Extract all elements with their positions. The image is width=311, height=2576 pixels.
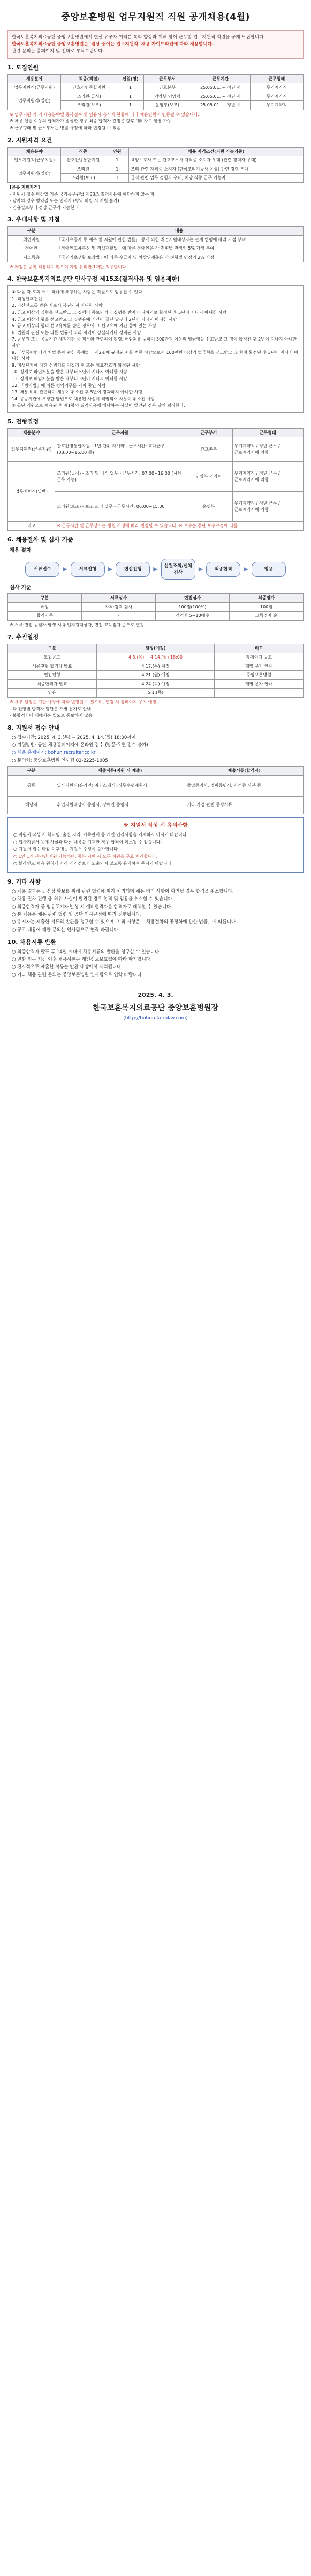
- table-row: [8, 253, 304, 262]
- table-row: [8, 653, 304, 662]
- table-row: [8, 92, 304, 101]
- table-cell: 업무지원직(일반): [8, 92, 61, 110]
- table-cell: 무기계약직 / 정년 근무 / 근로계약서에 의함: [232, 437, 304, 462]
- table-header: 구분: [8, 594, 82, 603]
- table-cell: 해당자: [8, 796, 55, 814]
- table-row: [8, 165, 304, 174]
- list-item: 12. 「병역법」에 따른 병역의무를 기피 중인 사람: [12, 383, 106, 388]
- table-row: [8, 775, 304, 796]
- table-row: [8, 235, 304, 244]
- disqualification-box: [7, 285, 304, 413]
- note-text: - 임용일로부터 정상 근무가 가능한 자: [10, 205, 80, 210]
- list-item: 1. 피성년후견인: [12, 296, 42, 301]
- section-heading-10: 10. 채용서류 반환: [7, 938, 56, 946]
- table-row: [8, 156, 304, 165]
- recruit-count-table: [7, 74, 304, 110]
- section-heading-2: 2. 지원자격 요건: [7, 136, 52, 144]
- list-item: 4. 금고 이상의 형을 선고받고 그 집행유예 기간이 끝난 날부터 2년이 지나지 아니한 사람: [12, 316, 177, 322]
- table-header: 제출서류(합격자): [185, 766, 304, 775]
- table-cell: 25.05.01. ~ 정년 시: [191, 92, 250, 101]
- list-item: ○ 전자적으로 제출한 서류는 반환 대상에서 제외됩니다.: [12, 964, 123, 970]
- section-heading-1: 1. 모집인원: [7, 64, 39, 71]
- note-text: ※ 채용 인원 이상의 합격자가 발생한 경우 최종 합격자 결정은 향후 예비자로 활용 가능: [10, 119, 172, 124]
- table-cell: 조리원(급식) - 조리 및 배식 업무 - 근무시간: 07:00~16:00 (시차 근무 가능): [55, 462, 185, 492]
- table-cell: 취업지원대상자 증명서, 장애인 증명서: [55, 796, 185, 814]
- table-cell: ※ 근무시간 및 근무장소는 병원 사정에 따라 변경될 수 있습니다. ※ 보수는 공단 보수규정에 따름: [55, 522, 304, 531]
- page-title: 중앙보훈병원 업무지원직 직원 공개채용(4월): [61, 12, 250, 22]
- table-header: 근무부서: [143, 74, 191, 83]
- table-row: [8, 244, 304, 253]
- table-cell: 조리 관련 자격증 소지자 (한식조리기능사 이상) 관련 경력 우대: [129, 165, 304, 174]
- section-heading-3: 3. 우대사항 및 가점: [7, 216, 60, 223]
- table-row: [8, 462, 304, 492]
- list-item: ○ 응시자는 제출한 서류의 반환을 청구할 수 있으며 그 외 사항은 「채용절차의 공정화에 관한 법률」에 따릅니다.: [12, 919, 237, 925]
- table-cell: 업무지원직(근무지원): [8, 83, 61, 92]
- table-cell: 업무지원직(근무지원): [8, 437, 55, 462]
- table-row: [8, 679, 304, 689]
- list-item: ○ 지원방법: 공단 채용홈페이지에 온라인 접수 (방문·우편 접수 불가): [12, 742, 148, 748]
- link-text[interactable]: ○ 채용 홈페이지: bohun.recruiter.co.kr: [12, 750, 96, 756]
- arrow-right-icon: ▶: [108, 566, 113, 573]
- intro-box: [7, 30, 304, 59]
- list-item: ○ 문의처: 중앙보훈병원 인사팀 02-2225-1005: [12, 757, 108, 763]
- notice-box: [7, 817, 304, 873]
- preference-table: [7, 226, 304, 262]
- section-heading-9: 9. 기타 사항: [7, 878, 41, 886]
- table-row: [8, 796, 304, 814]
- list-item: ○ 최종합격자 중 임용포기자 발생 시 예비합격자를 합격자로 대체할 수 있습니다.: [12, 904, 172, 910]
- qualification-table: [7, 147, 304, 183]
- table-row: [8, 602, 304, 612]
- list-item: 5. 금고 이상의 형의 선고유예를 받은 경우에 그 선고유예 기간 중에 있는 사람: [12, 323, 156, 329]
- notice-date: 2025. 4. 3.: [138, 992, 173, 999]
- flow-step: 신원조회/신체검사: [161, 559, 195, 581]
- table-header: 최종평가: [230, 594, 304, 603]
- section-heading-4: 4. 한국보훈복지의료공단 인사규정 제15조(결격사유 및 임용제한): [7, 275, 180, 283]
- table-cell: 영양부 영양팀: [185, 462, 232, 492]
- table-cell: 25.05.01. ~ 정년 시: [191, 101, 250, 110]
- table-cell: 업무지원직(일반): [8, 165, 61, 182]
- table-cell: 개별 문자 안내: [215, 662, 304, 671]
- list-item: ○ 공고 내용에 대한 문의는 인사팀으로 연락 바랍니다.: [12, 927, 120, 933]
- section-heading-5: 5. 전형일정: [7, 417, 39, 425]
- arrow-right-icon: ▶: [63, 566, 67, 573]
- table-header: 채용분야: [8, 428, 55, 437]
- note-text: ※ 서류·면접 동점자 발생 시 취업지원대상자, 면접 고득점자 순으로 결정: [10, 622, 145, 628]
- table-header: 근무형태: [250, 74, 303, 83]
- table-header: 비고: [215, 644, 304, 653]
- table-cell: 홈페이지 공고: [215, 653, 304, 662]
- table-cell: 1: [117, 83, 144, 92]
- table-header: 근무부서: [185, 428, 232, 437]
- table-cell: 장애인: [8, 244, 55, 253]
- table-header: 직종: [61, 147, 105, 156]
- table-cell: 「국가유공자 등 예우 및 지원에 관한 법률」 등에 의한 취업지원대상자는 관계 법령에 따라 가점 부여: [55, 235, 304, 244]
- list-item: 14. 공공기관에 부정한 방법으로 채용된 사실이 적발되어 채용이 취소된 사람: [12, 396, 155, 401]
- recruit-notes: [10, 112, 304, 131]
- list-item: ② 공단 직원으로 채용된 후 제1항의 결격사유에 해당하는 사실이 발견된 경우 당연 퇴직한다.: [12, 403, 185, 408]
- schedule-notes: [10, 699, 304, 719]
- arrow-right-icon: ▶: [198, 566, 203, 573]
- list-item: 9. 미성년자에 대한 성범죄를 저질러 형 또는 치료감호가 확정된 사람: [12, 362, 140, 368]
- common-qualification-label: [공통 지원자격]: [10, 184, 40, 190]
- preference-notes: [10, 264, 304, 270]
- schedule-table: [7, 644, 304, 698]
- table-cell: 합격기준: [8, 612, 82, 621]
- table-cell: 취업지원: [8, 235, 55, 244]
- organization-name: 한국보훈복지의료공단 중앙보훈병원장: [93, 1003, 218, 1012]
- table-cell: 100점(100%): [156, 602, 230, 612]
- table-cell: 조리원(보조) - 보조 조리 업무 - 근무시간: 06:00~15:00: [55, 492, 185, 522]
- table-cell: 저소득층: [8, 253, 55, 262]
- table-header: 면접심사: [156, 594, 230, 603]
- list-item: ① 다음 각 호의 어느 하나에 해당하는 사람은 직원으로 임용될 수 없다.: [12, 290, 144, 295]
- table-header: 근무형태: [232, 428, 304, 437]
- list-item: ○ 접수기간: 2025. 4. 3.(목) ~ 2025. 4. 14.(월) 18:00까지: [12, 734, 136, 740]
- table-cell: 최종합격자 발표: [8, 679, 97, 689]
- table-header: 서류심사: [82, 594, 156, 603]
- application-info: [7, 734, 304, 764]
- table-cell: 무기계약직: [250, 83, 303, 92]
- table-cell: 임용: [8, 689, 97, 698]
- table-cell: 요양보호사 또는 간호조무사 자격증 소지자 우대 (관련 경력자 우대): [129, 156, 304, 165]
- table-cell: 급식 관련 업무 경험자 우대, 해당 직종 근무 가능자: [129, 174, 304, 183]
- table-cell: 4.21.(월) 예정: [96, 671, 215, 680]
- table-cell: 조리원(보조): [61, 101, 117, 110]
- flow-label: 채용 절차: [10, 547, 32, 553]
- table-cell: 무기계약직 / 정년 근무 / 근로계약서에 의함: [232, 492, 304, 522]
- table-cell: 간호본부: [185, 437, 232, 462]
- note-text: - 불합격자에 대해서는 별도로 통보하지 않음: [10, 713, 93, 718]
- table-row: [8, 689, 304, 698]
- table-cell: 서류전형 합격자 발표: [8, 662, 97, 671]
- table-cell: 무기계약직: [250, 101, 303, 110]
- return-list: [7, 949, 304, 978]
- criteria-notes: [10, 622, 304, 629]
- intro-text-1: 한국보훈복지의료공단 중앙보훈병원에서 헌신 유공자 여러분 복리 향상과 위해 함께 근무할 업무지원직 직원을 공개 모집합니다.: [12, 34, 266, 40]
- list-item: ○ 본 채용은 채용 관련 법령 및 공단 인사규정에 따라 진행됩니다.: [12, 911, 142, 917]
- table-cell: 중앙보훈병원: [215, 671, 304, 680]
- table-row: [8, 437, 304, 462]
- list-item: ○ 1인 1개 분야만 지원 가능하며, 중복 지원 시 모든 지원을 무효 처리합니다.: [13, 854, 158, 859]
- table-cell: 적격자 5~10배수: [156, 612, 230, 621]
- list-item: 6. 법원의 판결 또는 다른 법률에 따라 자격이 상실되거나 정지된 사람: [12, 330, 141, 335]
- table-row: [8, 83, 304, 92]
- table-row: [8, 612, 304, 621]
- list-item: ○ 기타 채용 관련 문의는 중앙보훈병원 인사팀으로 연락 바랍니다.: [12, 972, 143, 978]
- arrow-right-icon: ▶: [153, 566, 158, 573]
- list-item: ○ 지원서 작성 시 학교명, 출신 지역, 가족관계 등 개인 인적사항을 기재하지 마시기 바랍니다.: [13, 832, 188, 838]
- table-cell: 공통: [8, 775, 55, 796]
- intro-text-2: 한국보훈복지의료공단 중앙보훈병원은 '임상 중이는 업무지원직' 채용 가이드라인에 따라 채용합니다.: [12, 41, 214, 47]
- section-heading-7: 7. 추진일정: [7, 633, 39, 641]
- table-row: [8, 522, 304, 531]
- table-cell: 4.24.(목) 예정: [96, 679, 215, 689]
- list-item: ○ 채용 절차 진행 중 허위 사실이 발견된 경우 합격 및 임용을 취소할 수 있습니다.: [12, 896, 174, 902]
- list-item: 10. 징계로 파면처분을 받은 때부터 5년이 지나지 아니한 사람: [12, 369, 127, 375]
- table-header: 구분: [8, 766, 55, 775]
- table-cell: 개별 문자 안내: [215, 679, 304, 689]
- section-heading-8: 8. 지원서 접수 안내: [7, 724, 60, 731]
- list-item: ○ 최종합격자 발표 후 14일 이내에 채용서류의 반환을 청구할 수 있습니다.: [12, 949, 161, 955]
- table-cell: 1: [105, 174, 129, 183]
- table-cell: 100점: [230, 602, 304, 612]
- common-qualification: [10, 184, 304, 211]
- table-cell: 운영부(보조): [143, 101, 191, 110]
- table-cell: 1: [105, 165, 129, 174]
- table-cell: 1: [105, 156, 129, 165]
- process-flow: [7, 559, 304, 581]
- table-cell: 졸업증명서, 경력증명서, 자격증 사본 등: [185, 775, 304, 796]
- table-cell: 운영부: [185, 492, 232, 522]
- flow-step: 임용: [252, 562, 286, 577]
- etc-list: [7, 888, 304, 933]
- note-text: - 남자의 경우 병역필 또는 면제자 (병역 미필 시 지원 불가): [10, 198, 119, 204]
- flow-step: 서류전형: [71, 562, 105, 577]
- table-row: [8, 662, 304, 671]
- work-conditions-table: [7, 428, 304, 531]
- list-item: ○ 입사지원서 등에 사실과 다른 내용을 기재한 경우 합격이 취소될 수 있습니다.: [13, 839, 162, 845]
- table-cell: 조리원(급식): [61, 92, 117, 101]
- list-item: ○ 채용 결과는 공정성 확보를 위해 관련 법령에 따라 처리되며 채용 비리 사항이 확인될 경우 합격을 취소합니다.: [12, 888, 234, 894]
- notice-title: ※ 지원서 작성 시 유의사항: [123, 822, 188, 829]
- table-cell: 「장애인고용촉진 및 직업재활법」에 따른 장애인은 각 전형별 만점의 5% 가점 부여: [55, 244, 304, 253]
- table-cell: 면접전형: [8, 671, 97, 680]
- table-cell: 입사지원서(온라인) 자기소개서, 직무수행계획서: [55, 775, 185, 796]
- list-item: 2. 파산선고를 받은 자로서 복권되지 아니한 사람: [12, 303, 103, 308]
- table-cell: 무기계약직: [250, 92, 303, 101]
- table-cell: 조리원(보조): [61, 174, 105, 183]
- section-heading-6: 6. 채용절차 및 심사 기준: [7, 536, 73, 544]
- table-cell: 4.3.(목) ~ 4.14.(월) 18:00: [96, 653, 215, 662]
- table-cell: -: [82, 612, 156, 621]
- table-row: [8, 671, 304, 680]
- table-cell: 25.05.01. ~ 정년 시: [191, 83, 250, 92]
- footer: [7, 991, 304, 1022]
- table-header: 구분: [8, 644, 97, 653]
- table-header: 제출서류(지원 시 제출): [55, 766, 185, 775]
- table-cell: 조리원: [61, 165, 105, 174]
- table-cell: 「국민기초생활 보장법」에 따른 수급자 및 차상위계층은 각 전형별 만점의 2% 가점: [55, 253, 304, 262]
- criteria-table: [7, 593, 304, 621]
- table-cell: 고득점자 순: [230, 612, 304, 621]
- note-text: ※ 세부 일정은 기관 사정에 따라 변경될 수 있으며, 변경 시 홈페이지 공지 예정: [10, 699, 157, 705]
- table-header: 구분: [8, 227, 55, 236]
- table-cell: [215, 689, 304, 698]
- table-header: 근무지원: [55, 428, 185, 437]
- list-item: 11. 징계로 해임처분을 받은 때부터 3년이 지나지 아니한 사람: [12, 376, 127, 381]
- table-cell: 기타 가점 관련 증빙서류: [185, 796, 304, 814]
- footer-site-link[interactable]: (http://bohun.fairplay.com): [123, 1016, 188, 1022]
- table-cell: 1: [117, 101, 144, 110]
- list-item: 13. 채용 비위 관련하여 채용이 취소된 후 5년이 경과하지 아니한 사람: [12, 390, 143, 395]
- note-text: ※ 가점은 중복 적용하지 않으며 가장 유리한 1개만 적용합니다.: [10, 264, 128, 269]
- table-cell: 업무지원직(일반): [8, 462, 55, 522]
- list-item: ○ 블라인드 채용 원칙에 따라 개인정보가 노출되지 않도록 유의하여 주시기 바랍니다.: [13, 861, 173, 867]
- table-header: 직종(직렬): [61, 74, 117, 83]
- note-text: ※ 근무형태 및 근무부서는 병원 사정에 따라 변경될 수 있음: [10, 126, 121, 131]
- arrow-right-icon: ▶: [244, 566, 248, 573]
- list-item: 8. 「성폭력범죄의 처벌 등에 관한 특례법」 제2조에 규정된 죄를 범한 사람으로서 100만원 이상의 벌금형을 선고받고 그 형이 확정된 후 3년이 지나지 아니한 사람: [12, 350, 299, 361]
- note-text: - 각 전형별 합격자 명단은 개별 문자로 안내: [10, 706, 92, 711]
- flow-step: 면접전형: [116, 562, 150, 577]
- list-item: ○ 반환 청구 기간 이후 채용서류는 개인정보보호법에 따라 파기합니다.: [12, 957, 152, 963]
- list-item: ○ 지원서 접수 마감 이후에는 지원서 수정이 불가합니다.: [13, 847, 119, 852]
- flow-step: 서류접수: [25, 562, 59, 577]
- table-cell: 영양부 영양팀: [143, 92, 191, 101]
- table-header: 채용분야: [8, 147, 61, 156]
- table-cell: 간호간병통합지원: [61, 156, 105, 165]
- criteria-label: 심사 기준: [10, 585, 32, 591]
- table-cell: 비고: [8, 522, 55, 531]
- intro-text-3: 관련 문의는 홈페이지 및 전화로 부탁드립니다.: [12, 49, 104, 55]
- note-text: - 지원서 접수 마감일 기준 국가공무원법 제33조 결격사유에 해당하지 않는 자: [10, 191, 155, 197]
- table-cell: 무기계약직 / 정년 근무 / 근로계약서에 의함: [232, 462, 304, 492]
- table-header: 채용 자격조건(지원 가능기준): [129, 147, 304, 156]
- table-cell: 업무지원직(근무지원): [8, 156, 61, 165]
- table-cell: 간호간병통합지원 - 1년 단위 재계약 - 근무시간: 교대근무 (08:00~16:00 등): [55, 437, 185, 462]
- table-header: 내용: [55, 227, 304, 236]
- table-cell: 4.17.(목) 예정: [96, 662, 215, 671]
- table-header: 인원: [105, 147, 129, 156]
- table-header: 일정(예정): [96, 644, 215, 653]
- table-cell: 배점: [8, 602, 82, 612]
- table-cell: 간호본부: [143, 83, 191, 92]
- documents-table: [7, 766, 304, 814]
- table-cell: 1: [117, 92, 144, 101]
- table-header: 인원(명): [117, 74, 144, 83]
- list-item: 3. 금고 이상의 실형을 선고받고 그 집행이 종료되거나 집행을 받지 아니하기로 확정된 후 5년이 지나지 아니한 사람: [12, 310, 227, 315]
- table-cell: 간호간병통합지원: [61, 83, 117, 92]
- list-item: 7. 공무원 또는 공공기관 재직기간 중 직무와 관련하여 횡령, 배임죄를 범하여 300만원 이상의 벌금형을 선고받고 그 형이 확정된 후 2년이 지나지 아니한 사람: [12, 337, 297, 348]
- recruit-site-link[interactable]: [12, 749, 304, 756]
- note-text: ※ 업무지원 직 의 채용분야별 중복접수 및 임용시 응시자 현황에 따라 채용인원이 변동될 수 있습니다.: [10, 112, 199, 117]
- table-header: 채용분야: [8, 74, 61, 83]
- flow-step: 최종합격: [206, 562, 240, 577]
- table-cell: 자격·경력 심사: [82, 602, 156, 612]
- table-cell: 모집공고: [8, 653, 97, 662]
- table-header: 근무기간: [191, 74, 250, 83]
- recruit-notice-page: [0, 0, 311, 1033]
- table-cell: 5.1.(목): [96, 689, 215, 698]
